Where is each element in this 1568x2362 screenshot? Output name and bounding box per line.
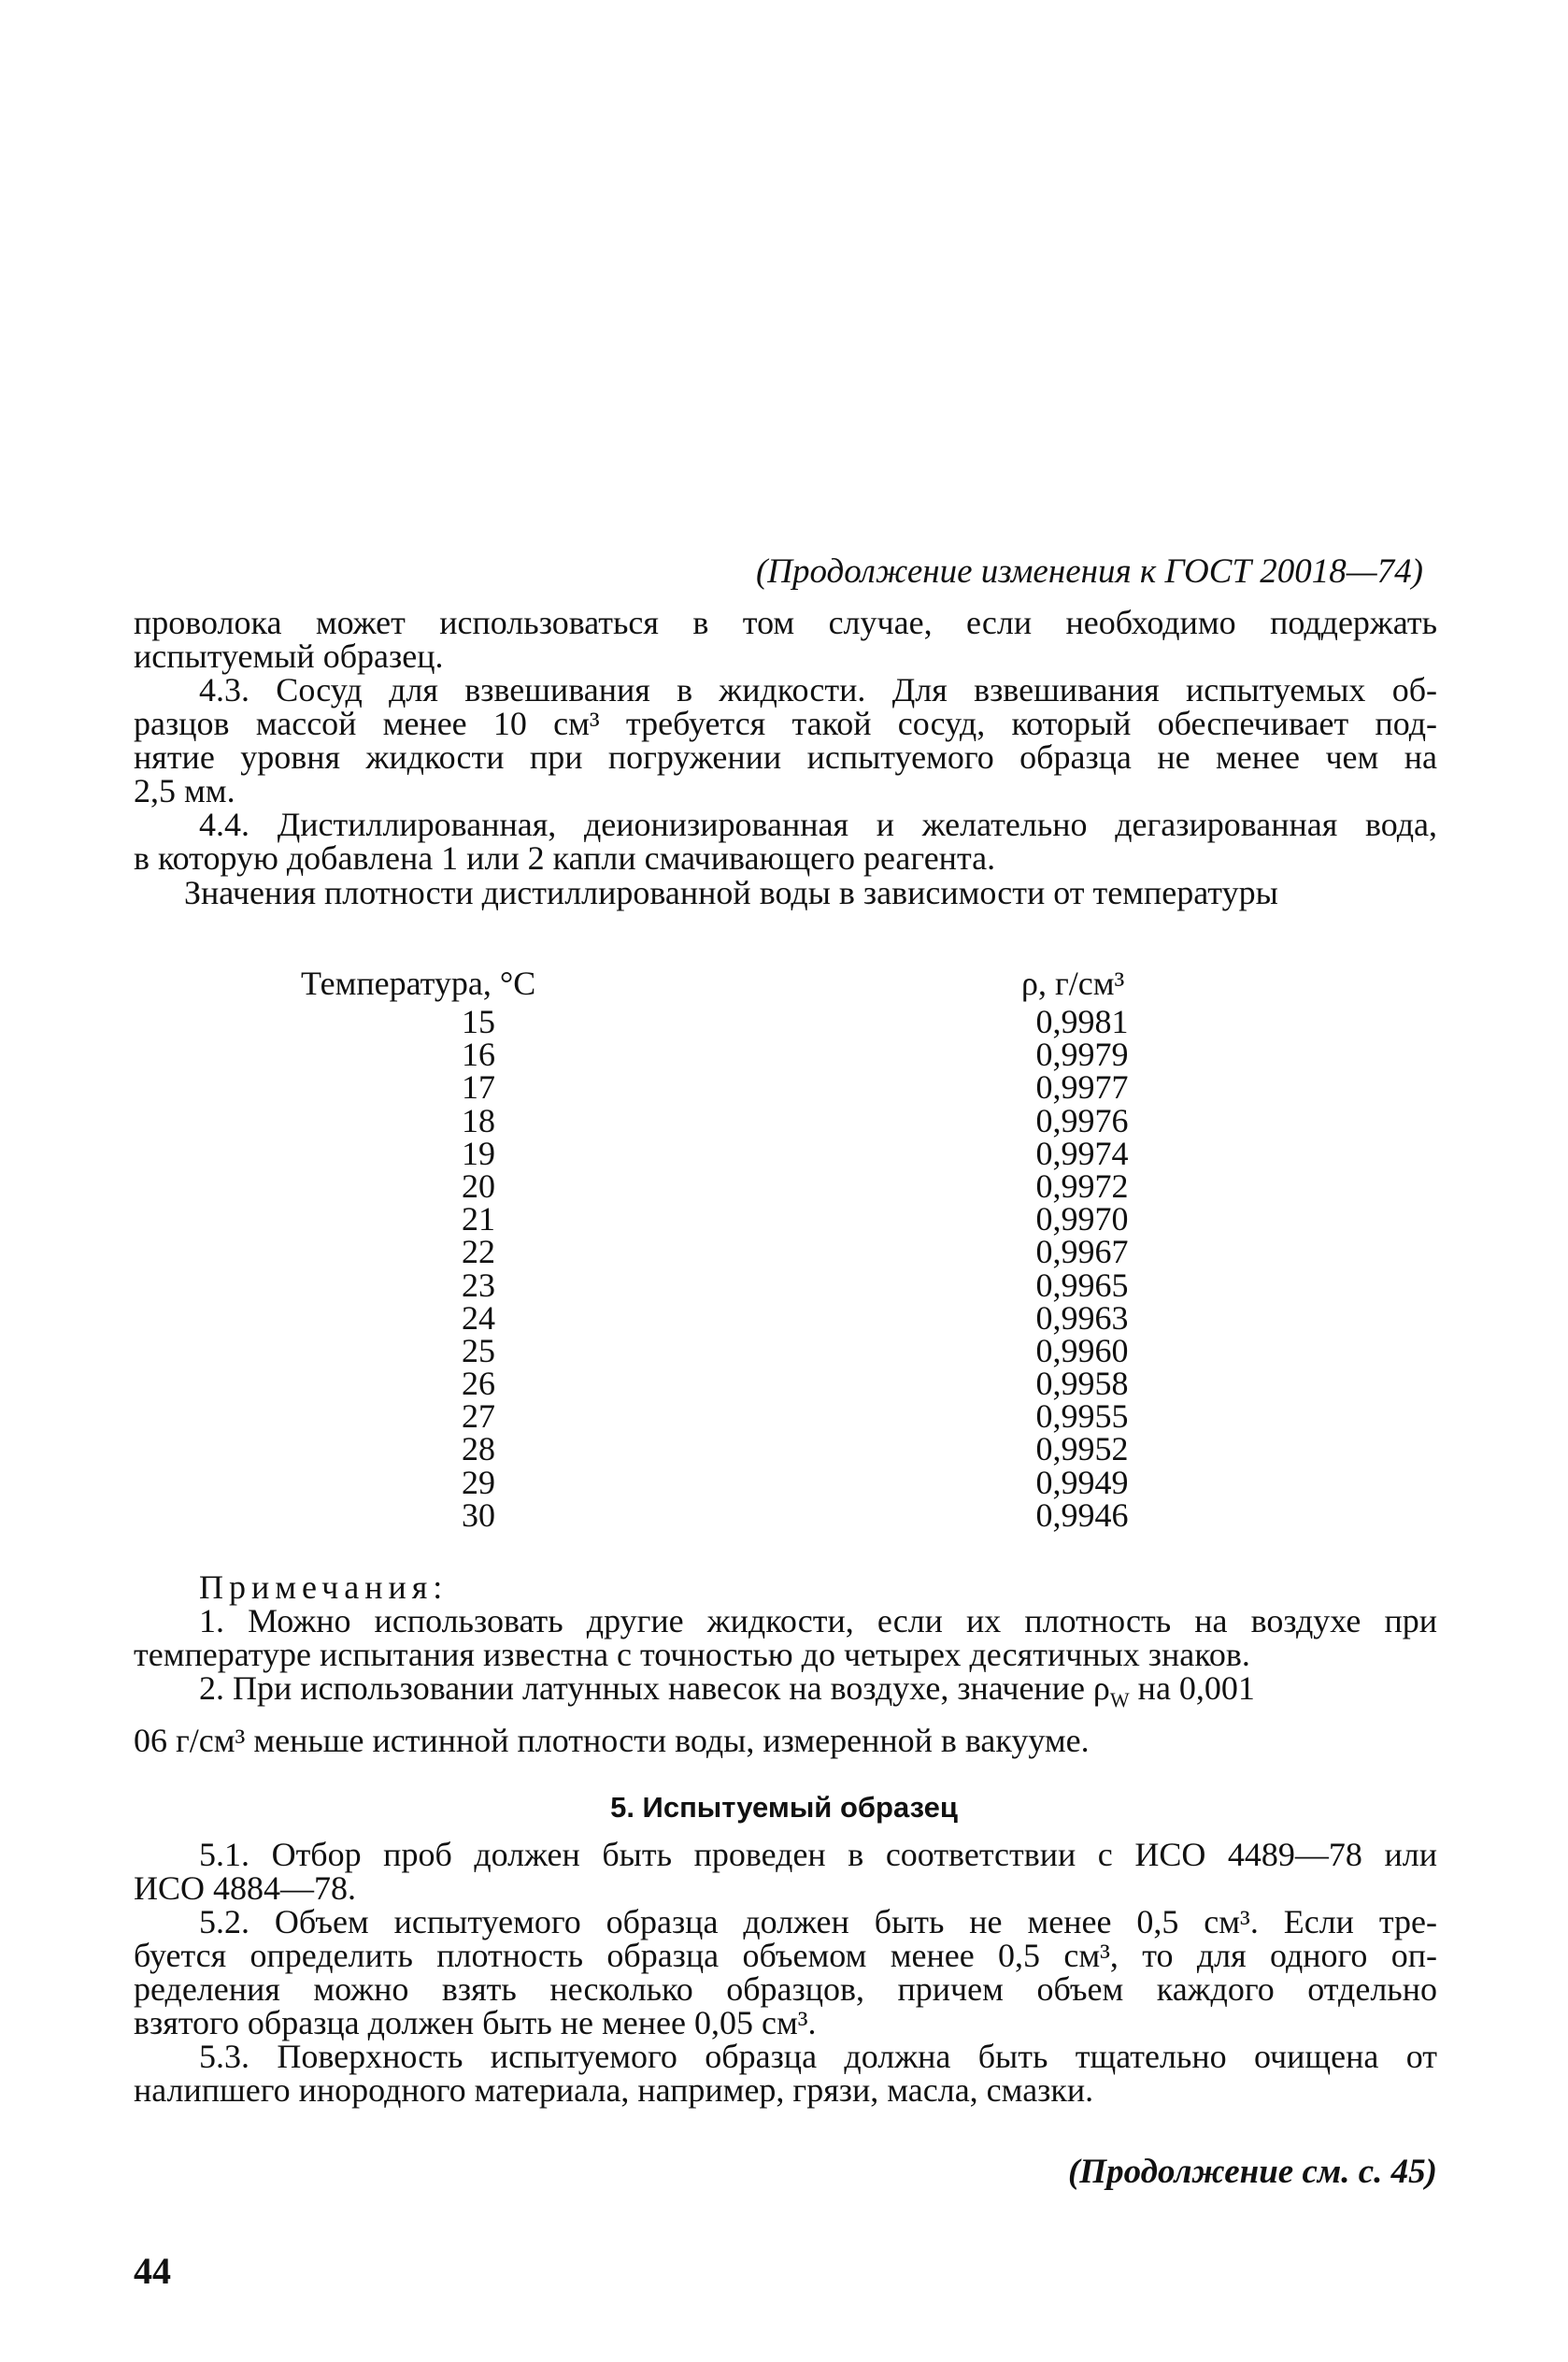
density-cell: 0,9963 [1035,1298,1129,1337]
density-cell: 0,9965 [1035,1266,1129,1304]
clause-4-3-line: 4.3. Сосуд для взвешивания в жидкости. Для взвешивания испытуемых об- [199,671,1437,709]
temperature-cell: 23 [462,1266,495,1304]
continuation-header: (Продолжение изменения к ГОСТ 20018—74) [755,552,1423,591]
clause-5-2-line: буется определить плотность образца объемом менее 0,5 см³, то для одного оп- [134,1937,1437,1974]
table-row [0,1266,1568,1304]
table-header-density: ρ, г/см³ [1021,965,1125,1002]
table-row [0,1331,1568,1369]
density-cell: 0,9972 [1035,1167,1129,1205]
density-cell: 0,9946 [1035,1496,1129,1534]
table-row [0,1463,1568,1501]
page-number: 44 [134,2250,171,2292]
clause-5-1-line: ИСО 4884—78. [134,1869,357,1907]
temperature-cell: 24 [462,1298,495,1337]
temperature-cell: 29 [462,1463,495,1501]
clause-4-3-line: нятие уровня жидкости при погружении испытуемого образца не менее чем на [134,738,1437,776]
density-cell: 0,9955 [1035,1397,1129,1436]
temperature-cell: 26 [462,1365,495,1403]
note-1-line: 1. Можно использовать другие жидкости, если их плотность на воздухе при [199,1602,1437,1639]
table-caption: Значения плотности дистиллированной воды в зависимости от температуры [184,874,1278,911]
table-row [0,1101,1568,1139]
clause-4-3-line: 2,5 мм. [134,772,235,809]
note-2-line [199,1669,1255,1712]
temperature-cell: 16 [462,1036,495,1074]
density-cell: 0,9970 [1035,1200,1129,1238]
clause-5-1-line: 5.1. Отбор проб должен быть проведен в соответствии с ИСО 4489—78 или [199,1836,1437,1873]
note-2-tail: на 0,001 [1129,1669,1255,1707]
note-2-subscript: W [1109,1688,1130,1712]
temperature-cell: 15 [462,1003,495,1040]
table-header-temperature: Температура, °С [301,965,536,1002]
temperature-cell: 18 [462,1101,495,1139]
density-cell: 0,9981 [1035,1003,1129,1040]
temperature-cell: 28 [462,1430,495,1468]
density-cell: 0,9974 [1035,1134,1129,1172]
section-5-heading: 5. Испытуемый образец [610,1791,958,1824]
clause-5-3-line: налипшего инородного материала, например, грязи, масла, смазки. [134,2071,1094,2109]
temperature-cell: 30 [462,1496,495,1534]
table-row [0,1397,1568,1436]
density-cell: 0,9977 [1035,1068,1129,1107]
temperature-cell: 20 [462,1167,495,1205]
density-table [0,1003,1568,1534]
table-row [0,1003,1568,1040]
temperature-cell: 25 [462,1331,495,1369]
table-row [0,1298,1568,1337]
notes-title: Примечания: [199,1568,449,1606]
continuation-footer: (Продолжение см. с. 45) [1067,2153,1437,2191]
clause-4-4-line: 4.4. Дистиллированная, деионизированная и желательно дегазированная вода, [199,806,1437,843]
density-cell: 0,9949 [1035,1463,1129,1501]
density-cell: 0,9952 [1035,1430,1129,1468]
density-cell: 0,9958 [1035,1365,1129,1403]
temperature-cell: 19 [462,1134,495,1172]
table-row [0,1496,1568,1534]
table-row [0,1430,1568,1468]
clause-5-2-line: ределения можно взять несколько образцов, причем объем каждого отдельно [134,1970,1437,2008]
temperature-cell: 21 [462,1200,495,1238]
density-cell: 0,9979 [1035,1036,1129,1074]
clause-5-2-line: 5.2. Объем испытуемого образца должен быть не менее 0,5 см³. Если тре- [199,1903,1437,1940]
table-row [0,1365,1568,1403]
paragraph-line: испытуемый образец. [134,637,444,675]
clause-5-2-line: взятого образца должен быть не менее 0,05 см³. [134,2004,817,2041]
temperature-cell: 27 [462,1397,495,1436]
temperature-cell: 22 [462,1233,495,1271]
note-2-line: 06 г/см³ меньше истинной плотности воды, измеренной в вакууме. [134,1722,1090,1759]
temperature-cell: 17 [462,1068,495,1107]
density-cell: 0,9967 [1035,1233,1129,1271]
table-row [0,1068,1568,1107]
table-row [0,1036,1568,1074]
table-row [0,1134,1568,1172]
table-row [0,1233,1568,1271]
density-cell: 0,9960 [1035,1331,1129,1369]
note-2-text: 2. При использовании латунных навесок на воздухе, значение ρ [199,1669,1110,1707]
clause-4-3-line: разцов массой менее 10 см³ требуется такой сосуд, который обеспечивает под- [134,705,1437,742]
clause-5-3-line: 5.3. Поверхность испытуемого образца должна быть тщательно очищена от [199,2038,1437,2075]
table-row [0,1200,1568,1238]
table-row [0,1167,1568,1205]
clause-4-4-line: в которую добавлена 1 или 2 капли смачивающего реагента. [134,839,996,877]
density-cell: 0,9976 [1035,1101,1129,1139]
note-1-line: температуре испытания известна с точностью до четырех десятичных знаков. [134,1636,1250,1673]
paragraph-line: проволока может использоваться в том случае, если необходимо поддержать [134,604,1437,641]
